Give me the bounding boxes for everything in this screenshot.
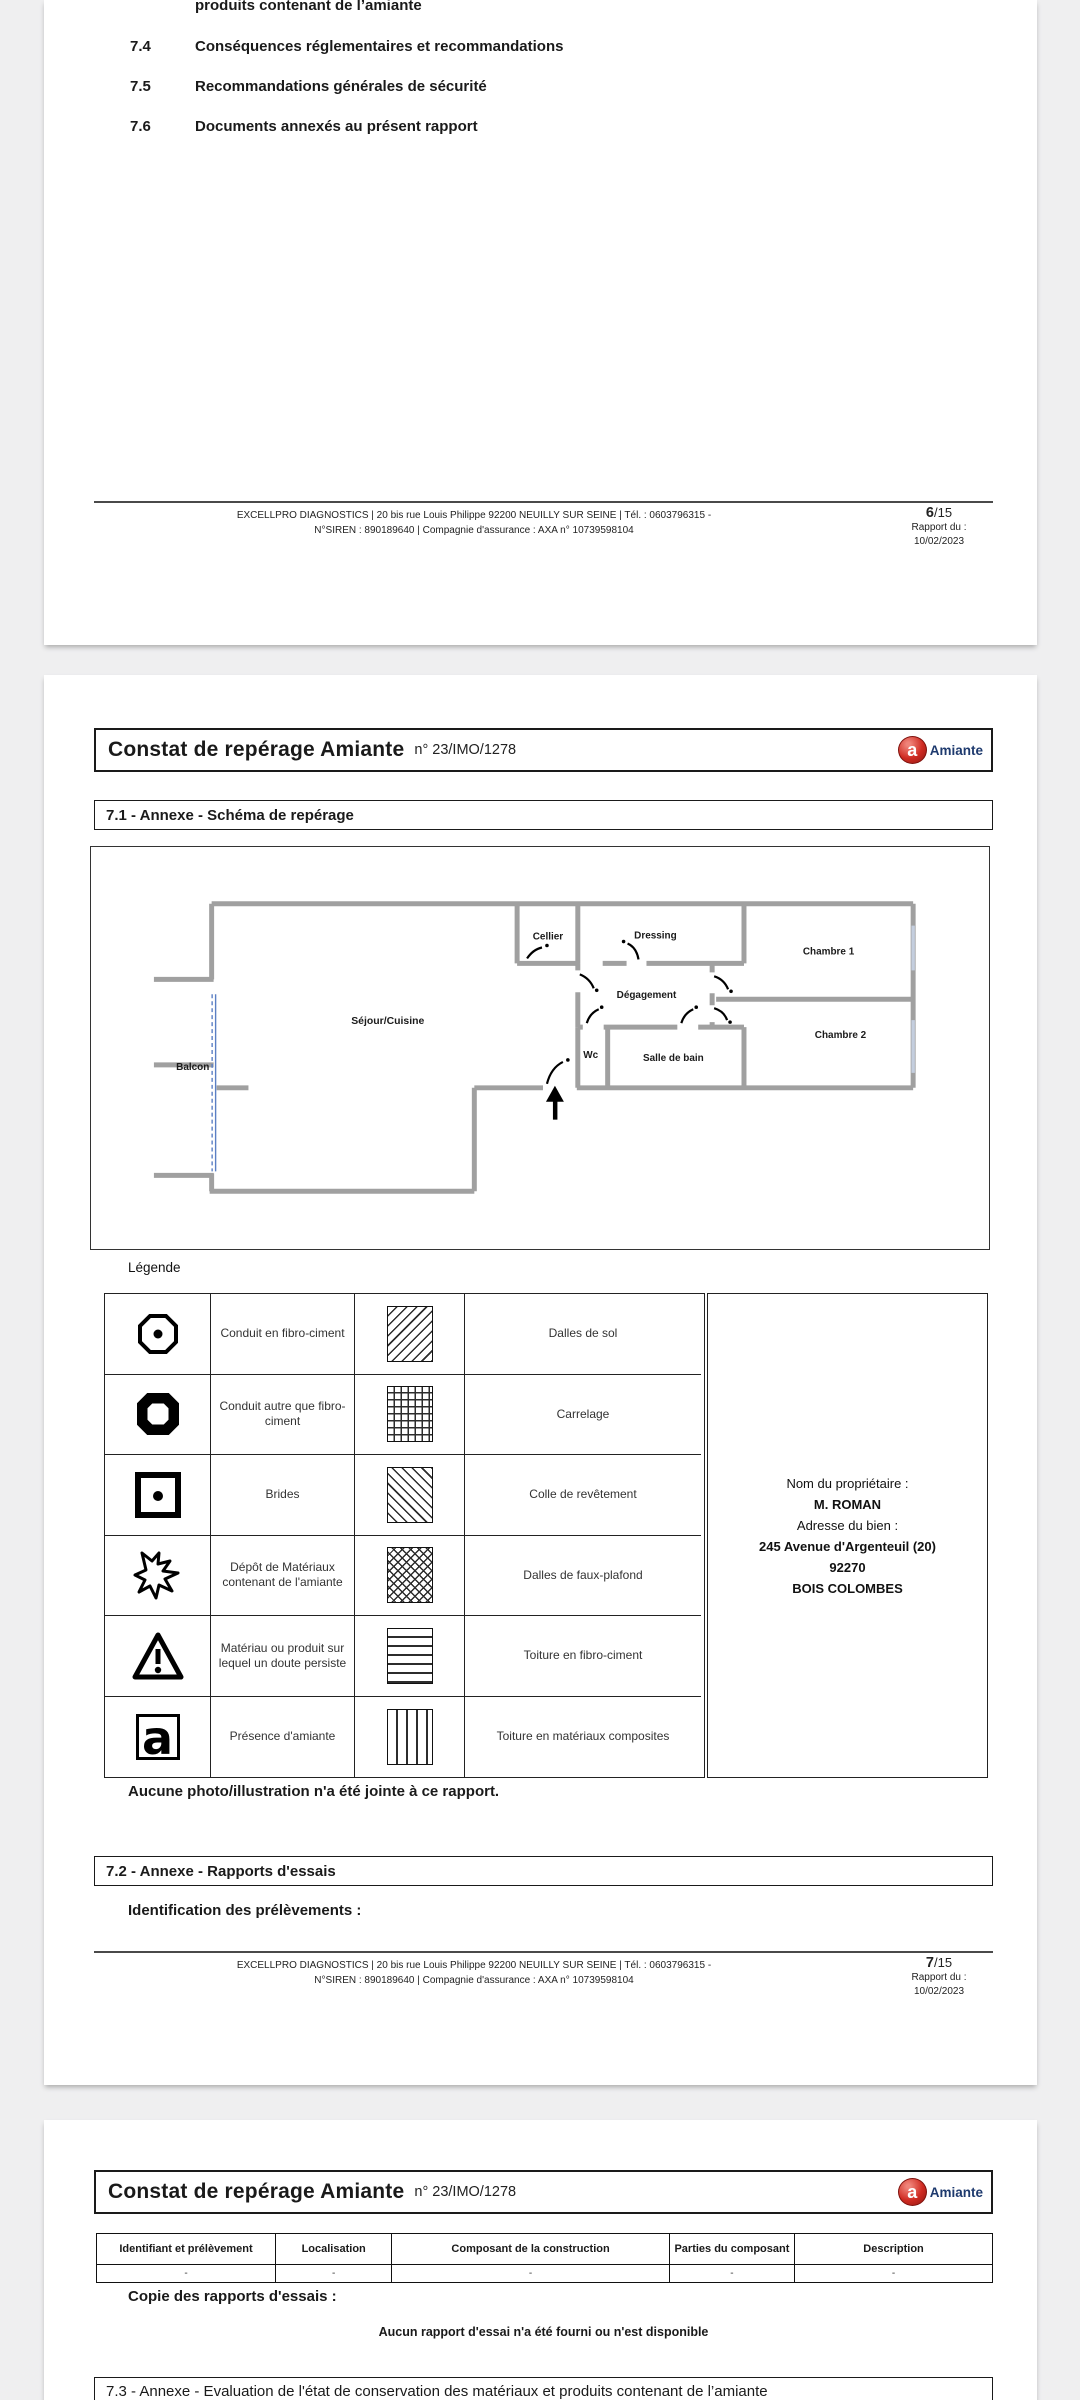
report-date: 10/02/2023 (913, 1986, 965, 1997)
report-date: 10/02/2023 (913, 536, 965, 547)
legend-icon-cell (105, 1616, 211, 1697)
footer-line2: N°SIREN : 890189640 | Compagnie d'assurance : AXA n° 10739598104 (314, 1975, 634, 1986)
legend-icon-cell (105, 1294, 211, 1375)
toc-label: Documents annexés au présent rapport (195, 118, 478, 135)
footer-divider (94, 501, 993, 503)
amiante-logo-icon: a (898, 2178, 927, 2206)
owner-name: M. ROMAN (813, 1496, 882, 1512)
report-title: Constat de repérage Amiante (108, 738, 405, 761)
samples-table-header-row (97, 2234, 992, 2264)
legend-label: Brides (211, 1455, 355, 1536)
table-cell: - (891, 2268, 896, 2279)
footer-company-info (114, 508, 834, 538)
pattern-colle-de-revetement (387, 1467, 433, 1523)
floor-plan-drawing (91, 847, 989, 1249)
no-photo-note: Aucune photo/illustration n'a été jointe à ce rapport. (128, 1783, 500, 1800)
footer-company-info (114, 1958, 834, 1988)
section-7-2-header: 7.2 - Annexe - Rapports d'essais (94, 1856, 993, 1886)
footer-page-info (883, 1955, 995, 1999)
amiante-logo-text: Amiante (929, 742, 983, 758)
amiante-logo (898, 2178, 983, 2206)
room-label-wc: Wc (583, 1049, 599, 1061)
no-report-note: Aucun rapport d'essai n'a été fourni ou n'est disponible (378, 2325, 709, 2339)
toc-number: 7.4 (130, 38, 151, 55)
property-address-line3: BOIS COLOMBES (792, 1580, 903, 1596)
footer-page-info (883, 505, 995, 549)
column-header: Identifiant et prélèvement (97, 2234, 276, 2264)
legend-title: Légende (128, 1260, 181, 1275)
table-cell: - (392, 2265, 669, 2282)
owner-info-box (707, 1293, 988, 1778)
legend-pattern-cell (355, 1616, 465, 1697)
page-8 (44, 2120, 1037, 2400)
legend-icon-cell (105, 1455, 211, 1536)
pattern-dalles-de-sol (387, 1306, 433, 1362)
amiante-logo-text: Amiante (929, 2184, 983, 2200)
table-row (97, 2264, 992, 2282)
window-lines (212, 994, 215, 1171)
property-address-label: Adresse du bien : (796, 1517, 899, 1533)
toc-label: Conséquences réglementaires et recommandations (195, 38, 564, 55)
room-label-degagement: Dégagement (616, 990, 677, 1002)
footer-line2: N°SIREN : 890189640 | Compagnie d'assurance : AXA n° 10739598104 (314, 525, 634, 536)
column-header: Composant de la construction (392, 2234, 669, 2264)
report-header-bar (94, 728, 993, 772)
depot-materiaux-amiante-icon (130, 1547, 186, 1603)
legend-pattern-cell (355, 1536, 465, 1617)
entry-arrow (546, 1086, 564, 1120)
footer-line1: EXCELLPRO DIAGNOSTICS | 20 bis rue Louis Philippe 92200 NEUILLY SUR SEINE | Tél. : 0603796315 - (236, 1960, 712, 1971)
report-title: Constat de repérage Amiante (108, 2180, 405, 2203)
toc-number: 7.6 (130, 118, 151, 135)
page-6 (44, 0, 1037, 645)
pattern-toiture-composites (387, 1709, 433, 1765)
report-date-label: Rapport du : (911, 522, 967, 533)
samples-table (96, 2233, 993, 2283)
property-address-line1: 245 Avenue d'Argenteuil (20) (759, 1538, 936, 1554)
legend-label: Conduit autre que fibro-ciment (211, 1375, 355, 1456)
pattern-dalles-faux-plafond (387, 1547, 433, 1603)
table-cell: - (276, 2265, 392, 2282)
legend-pattern-label: Toiture en fibro-ciment (465, 1616, 701, 1697)
report-number: n° 23/IMO/1278 (414, 2184, 517, 2200)
room-label-sejour: Séjour/Cuisine (351, 1016, 425, 1028)
legend-pattern-cell (355, 1697, 465, 1778)
conduit-fibro-ciment-icon (130, 1306, 186, 1362)
room-label-chambre1: Chambre 1 (802, 946, 855, 958)
legend-icon-cell (105, 1375, 211, 1456)
legend-pattern-label: Dalles de sol (465, 1294, 701, 1375)
legend-pattern-cell (355, 1294, 465, 1375)
legend-pattern-label: Colle de revêtement (465, 1455, 701, 1536)
pattern-carrelage (387, 1386, 433, 1442)
owner-name-label: Nom du propriétaire : (786, 1475, 909, 1491)
floor-plan (90, 846, 990, 1250)
copy-reports-label: Copie des rapports d'essais : (128, 2288, 337, 2305)
table-cell: - (670, 2265, 795, 2282)
legend-table (104, 1293, 705, 1778)
report-number: n° 23/IMO/1278 (414, 742, 517, 758)
legend-pattern-cell (355, 1375, 465, 1456)
legend-label: Présence d'amiante (211, 1697, 355, 1778)
section-7-3-header: 7.3 - Annexe - Evaluation de l'état de conservation des matériaux et produits contenant de l’amiante (94, 2377, 993, 2400)
legend-label: Conduit en fibro-ciment (211, 1294, 355, 1375)
footer-divider (94, 1951, 993, 1953)
page-7 (44, 675, 1037, 2085)
column-header: Localisation (276, 2234, 392, 2264)
legend-pattern-label: Dalles de faux-plafond (465, 1536, 701, 1617)
page-number: 7/15 (925, 1955, 953, 1971)
amiante-logo-icon: a (898, 736, 927, 764)
doute-persiste-icon (130, 1628, 186, 1684)
pattern-toiture-fibro-ciment (387, 1628, 433, 1684)
room-label-cellier: Cellier (532, 931, 564, 943)
legend-label: Dépôt de Matériaux contenant de l'amiante (211, 1536, 355, 1617)
column-header: Parties du composant (670, 2234, 795, 2264)
room-label-salle-de-bain: Salle de bain (642, 1052, 704, 1064)
property-address-line2: 92270 (829, 1559, 866, 1575)
footer-line1: EXCELLPRO DIAGNOSTICS | 20 bis rue Louis Philippe 92200 NEUILLY SUR SEINE | Tél. : 0603796315 - (236, 510, 712, 521)
report-header-bar (94, 2170, 993, 2214)
legend-pattern-label: Toiture en matériaux composites (496, 1729, 670, 1744)
legend-pattern-cell (355, 1455, 465, 1536)
toc-label: Recommandations générales de sécurité (195, 78, 487, 95)
identification-label: Identification des prélèvements : (128, 1902, 362, 1919)
report-date-label: Rapport du : (911, 1972, 967, 1983)
legend-label: Matériau ou produit sur lequel un doute persiste (211, 1616, 355, 1697)
amiante-logo (898, 736, 983, 764)
conduit-autre-icon (130, 1386, 186, 1442)
section-7-1-header: 7.1 - Annexe - Schéma de repérage (94, 800, 993, 830)
room-label-dressing: Dressing (634, 930, 677, 942)
table-cell: - (97, 2265, 276, 2282)
room-label-chambre2: Chambre 2 (814, 1030, 867, 1042)
legend-pattern-label: Carrelage (465, 1375, 701, 1456)
page-number: 6/15 (925, 505, 953, 521)
legend-icon-cell (105, 1697, 211, 1778)
toc-label: produits contenant de l’amiante (195, 0, 422, 14)
column-header: Description (863, 2243, 924, 2255)
brides-icon (130, 1467, 186, 1523)
room-label-balcon: Balcon (176, 1061, 210, 1073)
legend-icon-cell (105, 1536, 211, 1617)
toc-number: 7.5 (130, 78, 151, 95)
presence-amiante-icon: a (136, 1714, 180, 1760)
